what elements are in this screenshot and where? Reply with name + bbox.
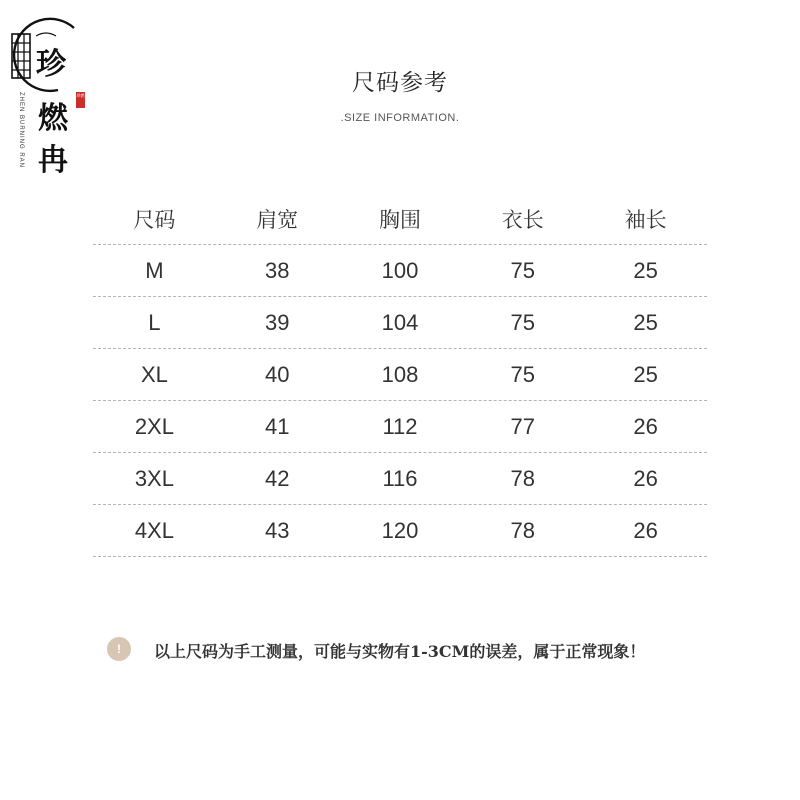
table-row — [93, 505, 707, 557]
table-cell: 108 — [381, 361, 419, 387]
brand-logo — [6, 12, 96, 182]
table-row — [93, 453, 707, 505]
table-cell: 75 — [510, 309, 536, 335]
table-cell: 40 — [264, 361, 290, 387]
table-cell: XL — [140, 361, 168, 387]
column-header-length: 衣长 — [501, 208, 544, 232]
brand-seal: 珍燃 — [76, 92, 85, 108]
measurement-note: 以上尺码为手工测量，可能与实物有1-3CM的误差，属于正常现象！ — [154, 642, 646, 661]
table-cell: 25 — [633, 257, 658, 283]
table-row — [93, 401, 707, 453]
table-cell: 43 — [264, 517, 290, 543]
table-cell: 3XL — [134, 465, 174, 491]
brand-subtitle: ZHEN BURNING RAN — [18, 92, 24, 169]
column-header-sleeve: 袖长 — [624, 208, 667, 232]
table-cell: 104 — [381, 309, 419, 335]
table-cell: 77 — [510, 413, 536, 439]
table-cell: 38 — [264, 257, 290, 283]
table-cell: 78 — [510, 517, 536, 543]
table-cell: 2XL — [134, 413, 174, 439]
table-header-row — [93, 196, 707, 245]
column-header-shoulder: 肩宽 — [256, 208, 299, 232]
exclamation-icon: ! — [107, 637, 131, 661]
table-cell: L — [148, 309, 161, 335]
brand-char-1: 珍 — [36, 47, 66, 82]
brand-char-2: 燃 — [38, 101, 68, 136]
table-row — [93, 297, 707, 349]
column-header-size: 尺码 — [133, 208, 176, 232]
column-header-chest: 胸围 — [378, 208, 421, 232]
table-cell: 100 — [381, 257, 419, 283]
table-cell: 75 — [510, 257, 536, 283]
table-cell: 120 — [381, 517, 419, 543]
table-cell: 26 — [633, 465, 658, 491]
table-row — [93, 349, 707, 401]
table-cell: 39 — [264, 309, 290, 335]
table-cell: 42 — [264, 465, 290, 491]
size-table — [93, 196, 707, 557]
brand-char-3: 冉 — [38, 143, 68, 178]
table-cell: 78 — [510, 465, 536, 491]
table-cell: 26 — [633, 413, 658, 439]
table-cell: 41 — [264, 413, 290, 439]
table-cell: M — [145, 257, 164, 283]
page-title: 尺码参考 — [352, 70, 448, 96]
table-cell: 25 — [633, 309, 658, 335]
table-cell: 4XL — [134, 517, 174, 543]
table-cell: 25 — [633, 361, 658, 387]
page-subtitle: .SIZE INFORMATION. — [340, 112, 460, 124]
table-cell: 26 — [633, 517, 658, 543]
table-row — [93, 245, 707, 297]
table-cell: 112 — [382, 413, 418, 439]
table-cell: 75 — [510, 361, 536, 387]
table-cell: 116 — [382, 465, 418, 491]
